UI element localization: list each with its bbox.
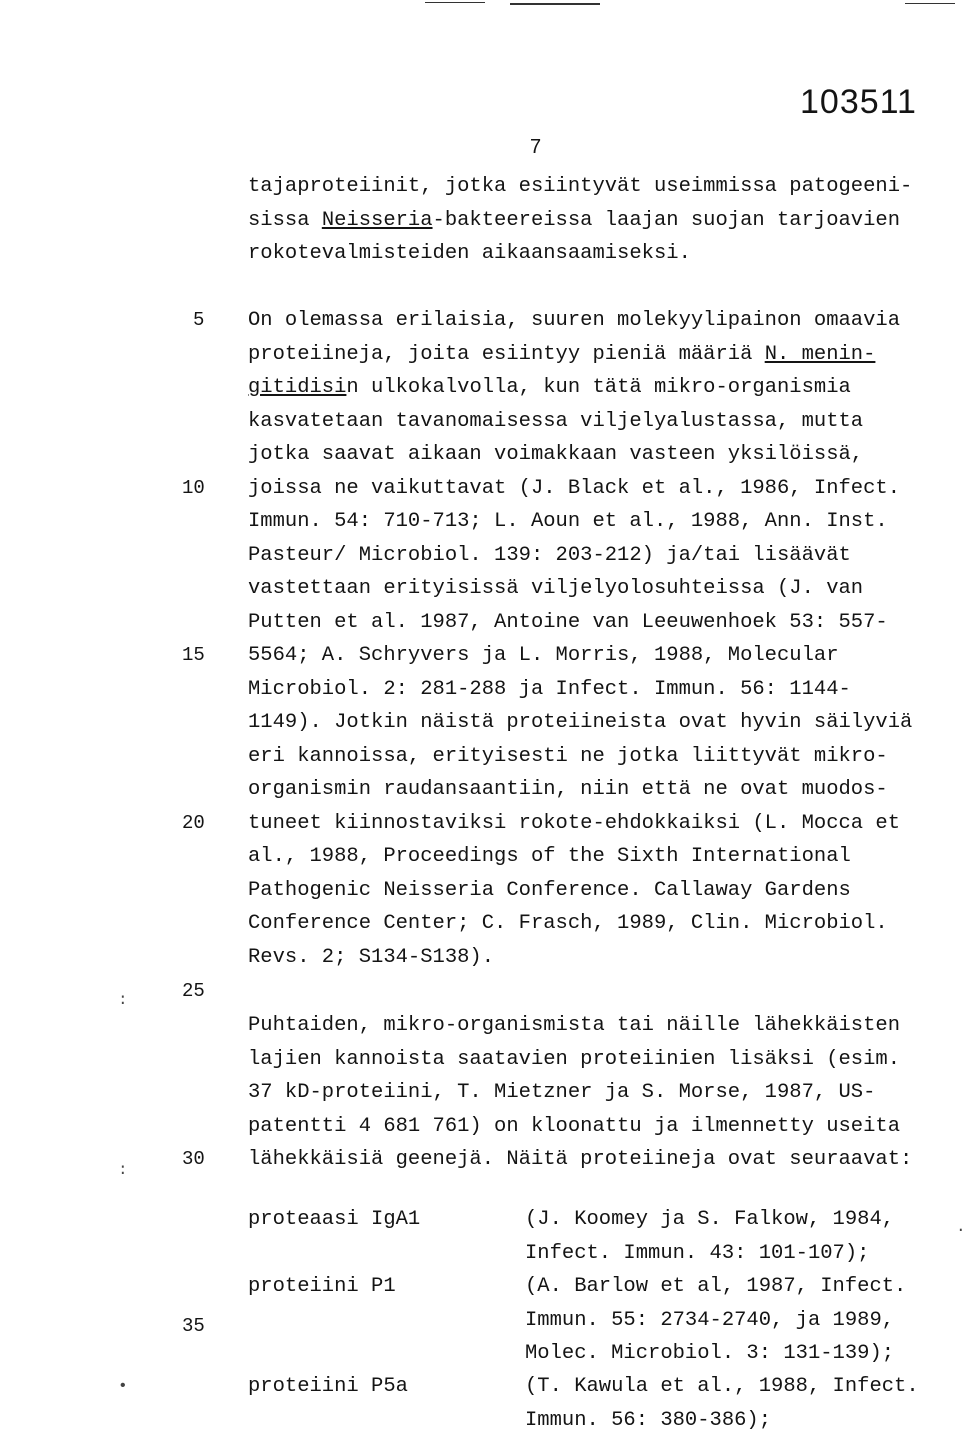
text-segment: n ulkokalvolla, kun tätä mikro-organismia [346,376,851,399]
text-line: Microbiol. 2: 281-288 ja Infect. Immun. 56: 1144- [248,677,851,701]
text-line: Revs. 2; S134-S138). [248,945,495,969]
text-line: lähekkäisiä geenejä. Näitä proteiineja ovat seuraavat: [248,1148,913,1171]
protein-name: proteaasi IgA1 [248,1208,421,1231]
text-line: organismin raudansaantiin, niin että ne ovat muodos- [248,778,888,801]
text-line: rokotevalmisteiden aikaansaamiseksi. [248,242,691,265]
text-line: Pasteur/ Microbiol. 139: 203-212) ja/tai lisäävät [248,543,851,567]
scan-line [905,3,955,4]
protein-name: proteiini P1 [248,1275,396,1298]
text-line [248,378,851,399]
protein-name: proteiini P5a [248,1375,408,1398]
patent-number: 103511 [800,83,917,121]
protein-reference: (A. Barlow et al, 1987, Infect. [525,1275,907,1298]
text-line: jotka saavat aikaan voimakkaan vasteen yksilöissä, [248,443,864,466]
line-number: 20 [182,812,205,834]
text-line: tuneet kiinnostaviksi rokote-ehdokkaiksi (L. Mocca et [248,811,901,835]
text-line: Conference Center; C. Frasch, 1989, Clin. Microbiol. [248,912,888,935]
text-line: Pathogenic Neisseria Conference. Callaway Gardens [248,878,851,902]
scan-mark: • [118,1377,128,1395]
page-number: 7 [530,136,542,158]
text-segment: sissa [248,208,322,232]
line-number: 15 [182,644,205,666]
underlined-term: Neisseria [321,208,433,232]
line-number: 25 [182,980,205,1002]
line-number: 5 [193,309,205,331]
text-line [248,208,901,232]
underlined-term: gitidisi [248,376,347,399]
underlined-term: N. menin- [764,342,876,366]
text-line: 5564; A. Schryvers ja L. Morris, 1988, Molecular [248,644,839,667]
protein-reference: Immun. 55: 2734-2740, ja 1989, [525,1308,895,1332]
scan-mark: : [118,991,128,1009]
protein-reference: (J. Koomey ja S. Falkow, 1984, [525,1208,895,1231]
text-line: patentti 4 681 761) on kloonattu ja ilmennetty useita [248,1114,901,1138]
text-line: kasvatetaan tavanomaisessa viljelyalustassa, mutta [248,409,864,433]
text-line: Puhtaiden, mikro-organismista tai näille lähekkäisten [248,1014,901,1037]
text-line: Putten et al. 1987, Antoine van Leeuwenhoek 53: 557- [248,610,888,634]
text-line: lajien kannoista saatavien proteiinien lisäksi (esim. [248,1047,901,1071]
text-line: tajaproteiinit, jotka esiintyvät useimmissa patogeeni- [248,175,913,198]
protein-reference: Molec. Microbiol. 3: 131-139); [525,1342,895,1365]
scan-mark: : [118,1161,128,1179]
protein-reference: Infect. Immun. 43: 101-107); [525,1241,870,1265]
text-line: Immun. 54: 710-713; L. Aoun et al., 1988, Ann. Inst. [248,510,888,533]
text-segment: proteiineja, joita esiintyy pieniä määriä [248,342,765,366]
line-number: 30 [182,1148,205,1170]
text-line: On olemassa erilaisia, suuren molekyylipainon omaavia [248,309,901,332]
line-number: 35 [182,1315,205,1337]
scan-line [510,3,600,5]
text-line: eri kannoissa, erityisesti ne jotka liittyvät mikro- [248,744,888,768]
text-line: 37 kD-proteiini, T. Mietzner ja S. Morse, 1987, US- [248,1081,876,1104]
text-line: vastettaan erityisissä viljelyolosuhteissa (J. van [248,577,864,600]
text-line [248,342,876,366]
line-number: 10 [182,477,205,499]
text-line: al., 1988, Proceedings of the Sixth International [248,845,851,868]
scan-mark: · [956,1221,966,1239]
text-line: 1149). Jotkin näistä proteiineista ovat hyvin säilyviä [248,711,913,734]
protein-reference: (T. Kawula et al., 1988, Infect. [525,1375,919,1398]
text-line: joissa ne vaikuttavat (J. Black et al., 1986, Infect. [248,476,901,500]
scan-line [425,2,485,3]
text-segment: -bakteereissa laajan suojan tarjoavien [432,208,901,232]
protein-reference: Immun. 56: 380-386); [525,1408,772,1432]
